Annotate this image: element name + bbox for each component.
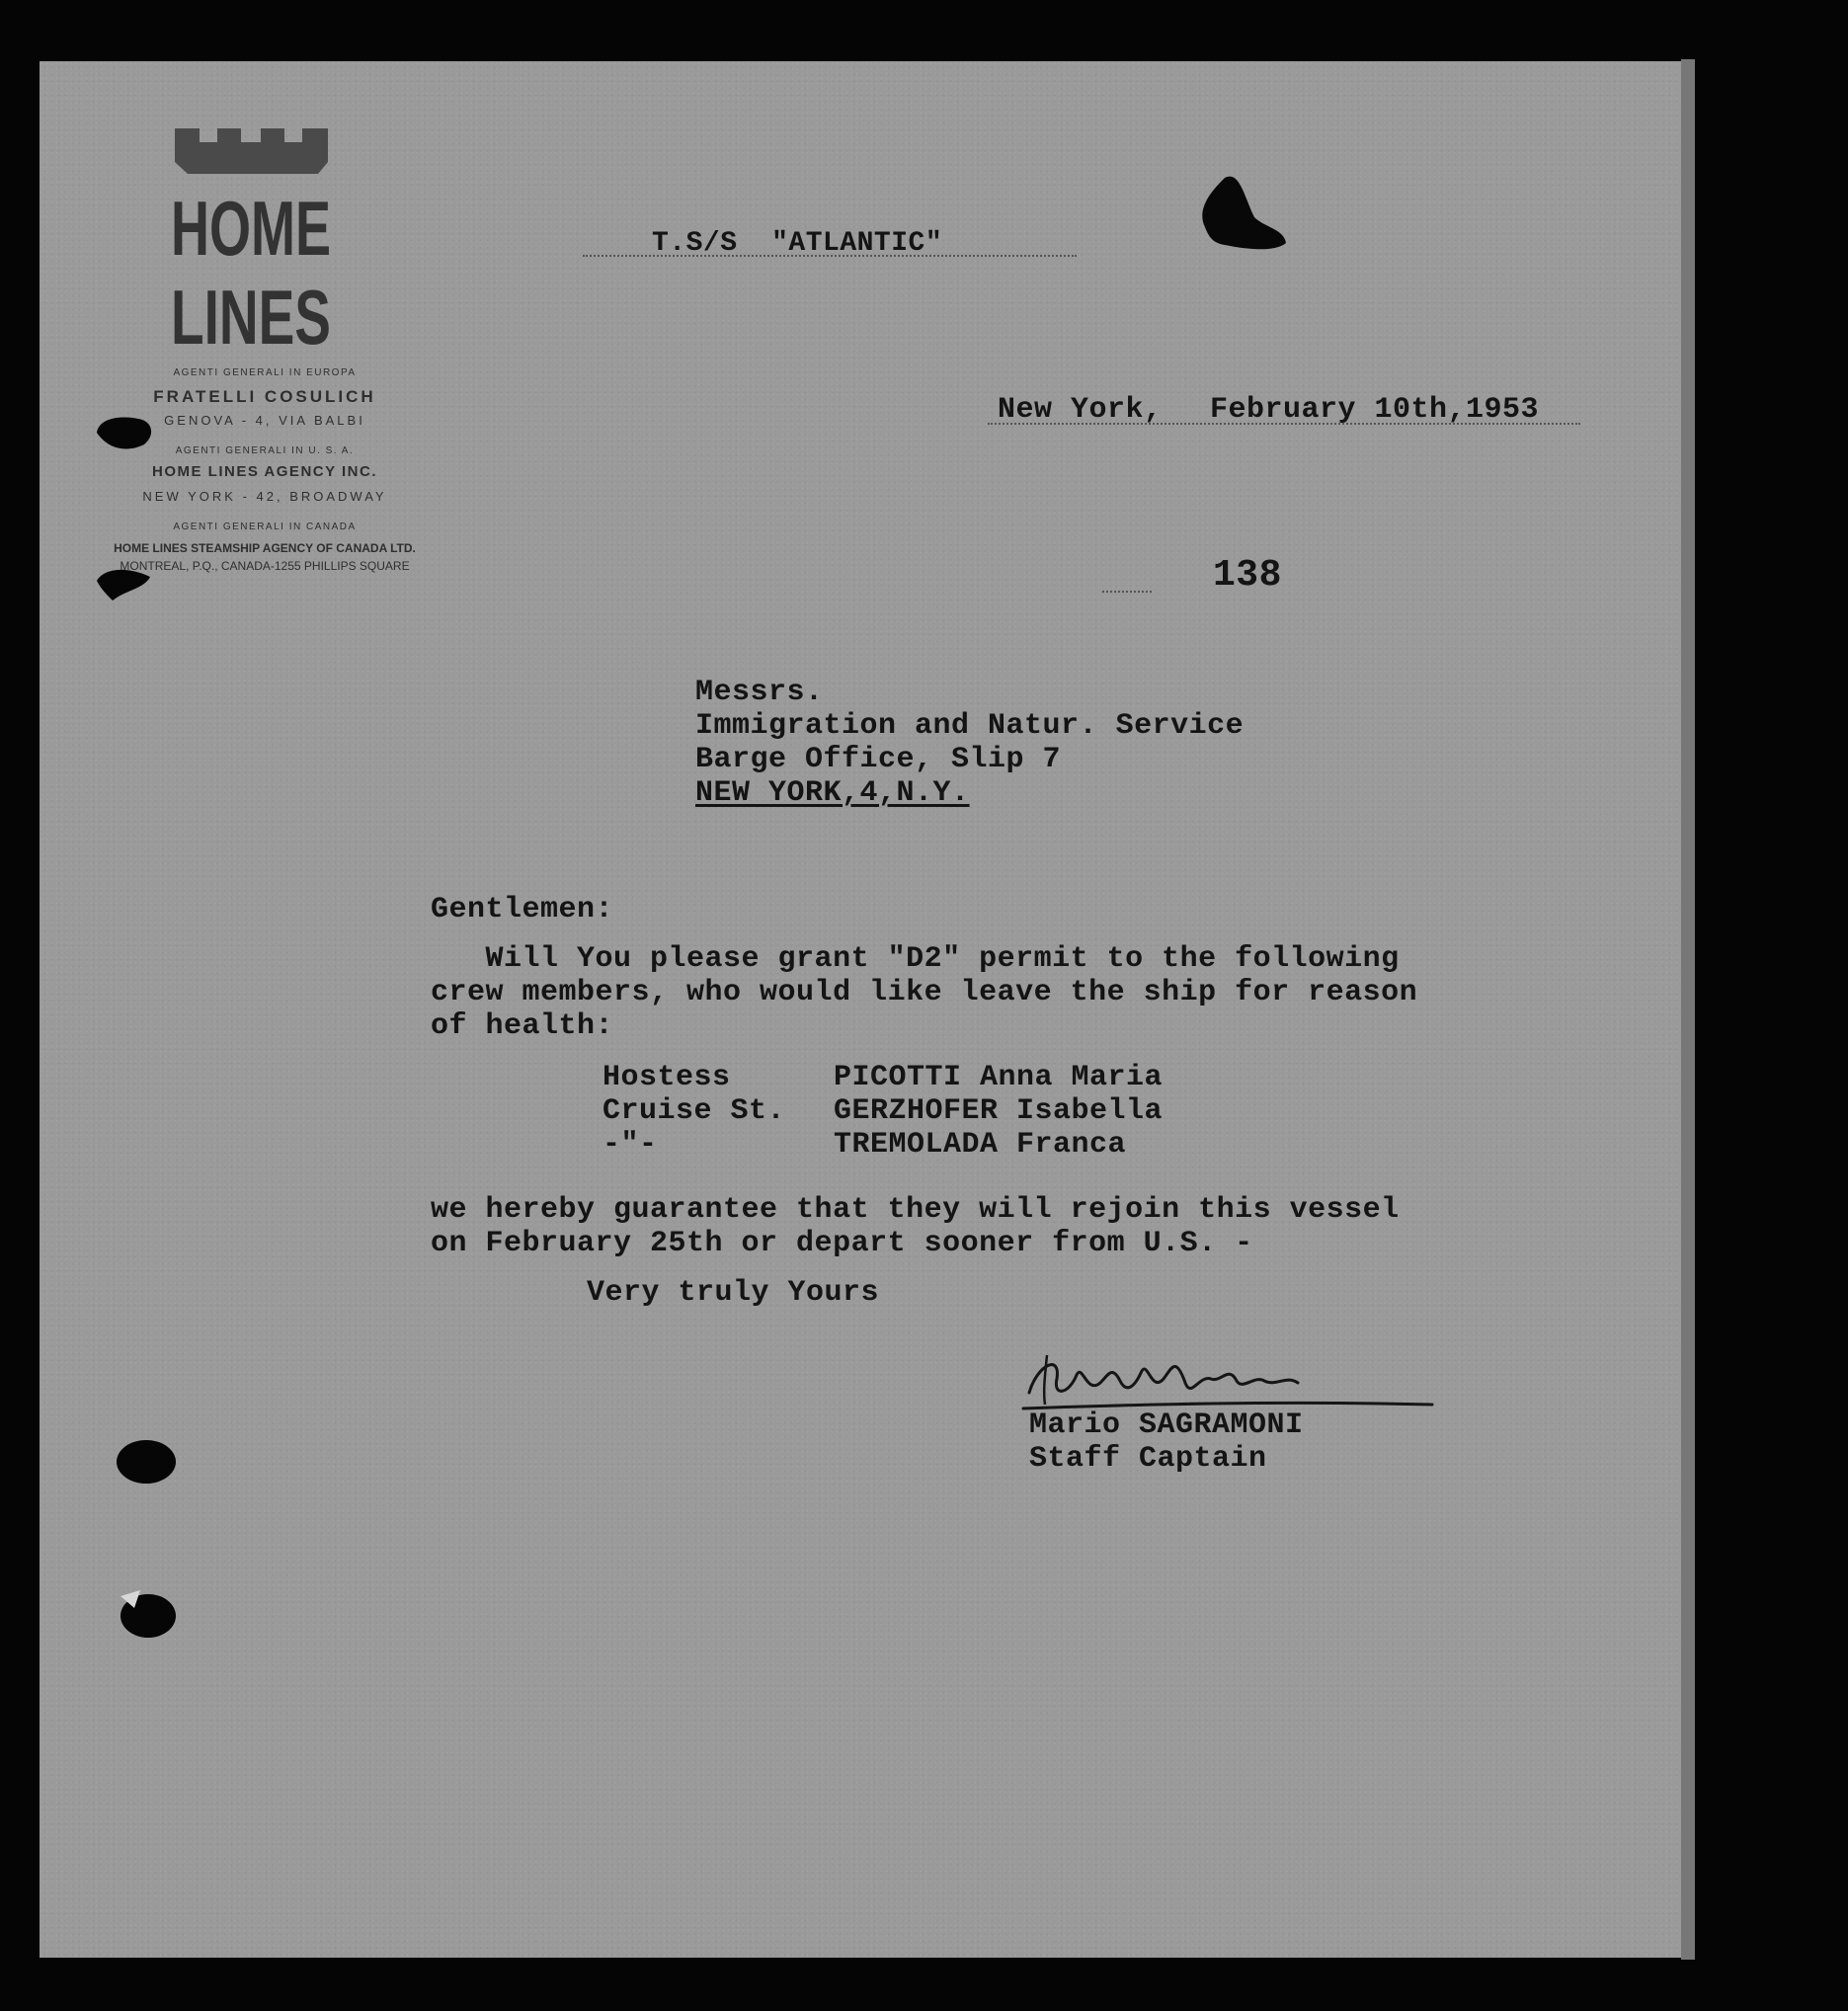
europe-agent: FRATELLI COSULICH bbox=[153, 387, 376, 406]
place: New York, bbox=[998, 393, 1163, 427]
addressee-messrs: Messrs. bbox=[695, 676, 824, 709]
europe-address: GENOVA - 4, VIA BALBI bbox=[164, 413, 365, 428]
punch-hole-top-2 bbox=[91, 561, 160, 608]
handwritten-signature bbox=[1017, 1335, 1442, 1414]
ink-stain bbox=[1185, 168, 1294, 267]
signer-title: Staff Captain bbox=[1029, 1442, 1267, 1476]
body-line-1: Will You please grant "D2" permit to the following bbox=[431, 942, 1400, 976]
europe-caption: AGENTI GENERALI IN EUROPA bbox=[173, 367, 357, 378]
crew-name-3: TREMOLADA Franca bbox=[834, 1128, 1127, 1162]
valediction: Very truly Yours bbox=[587, 1276, 880, 1310]
punch-hole-top-1 bbox=[89, 409, 168, 458]
addressee-line-1: Immigration and Natur. Service bbox=[695, 709, 1245, 743]
crew-rank-3: -"- bbox=[603, 1128, 658, 1162]
home-lines-logo bbox=[170, 128, 348, 361]
usa-caption: AGENTI GENERALI IN U. S. A. bbox=[175, 445, 355, 456]
canada-address: MONTREAL, P.Q., CANADA-1255 PHILLIPS SQUARE bbox=[120, 559, 410, 573]
crew-rank-2: Cruise St. bbox=[603, 1094, 786, 1128]
logo-text-home: HOME bbox=[171, 185, 331, 272]
canada-caption: AGENTI GENERALI IN CANADA bbox=[173, 522, 357, 532]
canada-agent: HOME LINES STEAMSHIP AGENCY OF CANADA LTD. bbox=[114, 541, 416, 555]
number-dotted-line bbox=[1102, 591, 1152, 593]
body-line-3: of health: bbox=[431, 1009, 614, 1043]
addressee-line-3: NEW YORK,4,N.Y. bbox=[695, 776, 970, 810]
punch-hole-bottom bbox=[111, 1586, 186, 1644]
greeting: Gentlemen: bbox=[431, 893, 614, 926]
castle-battlement bbox=[175, 128, 328, 174]
crew-name-1: PICOTTI Anna Maria bbox=[834, 1061, 1164, 1094]
body-line-2: crew members, who would like leave the ship for reason bbox=[431, 976, 1418, 1009]
closing-line-2: on February 25th or depart sooner from U.S. - bbox=[431, 1227, 1253, 1260]
reference-number: 138 bbox=[1213, 554, 1282, 597]
closing-line-1: we hereby guarantee that they will rejoin this vessel bbox=[431, 1193, 1400, 1227]
addressee-line-2: Barge Office, Slip 7 bbox=[695, 743, 1062, 776]
usa-address: NEW YORK - 42, BROADWAY bbox=[142, 489, 387, 504]
punch-hole-middle bbox=[109, 1434, 184, 1489]
crew-name-2: GERZHOFER Isabella bbox=[834, 1094, 1164, 1128]
signer-name: Mario SAGRAMONI bbox=[1029, 1408, 1304, 1442]
logo-text-lines: LINES bbox=[171, 274, 331, 361]
paper-edge bbox=[1681, 59, 1695, 1960]
usa-agent: HOME LINES AGENCY INC. bbox=[151, 463, 378, 480]
date: February 10th,1953 bbox=[1210, 393, 1540, 427]
crew-rank-1: Hostess bbox=[603, 1061, 731, 1094]
ship-name: T.S/S "ATLANTIC" bbox=[652, 228, 943, 259]
